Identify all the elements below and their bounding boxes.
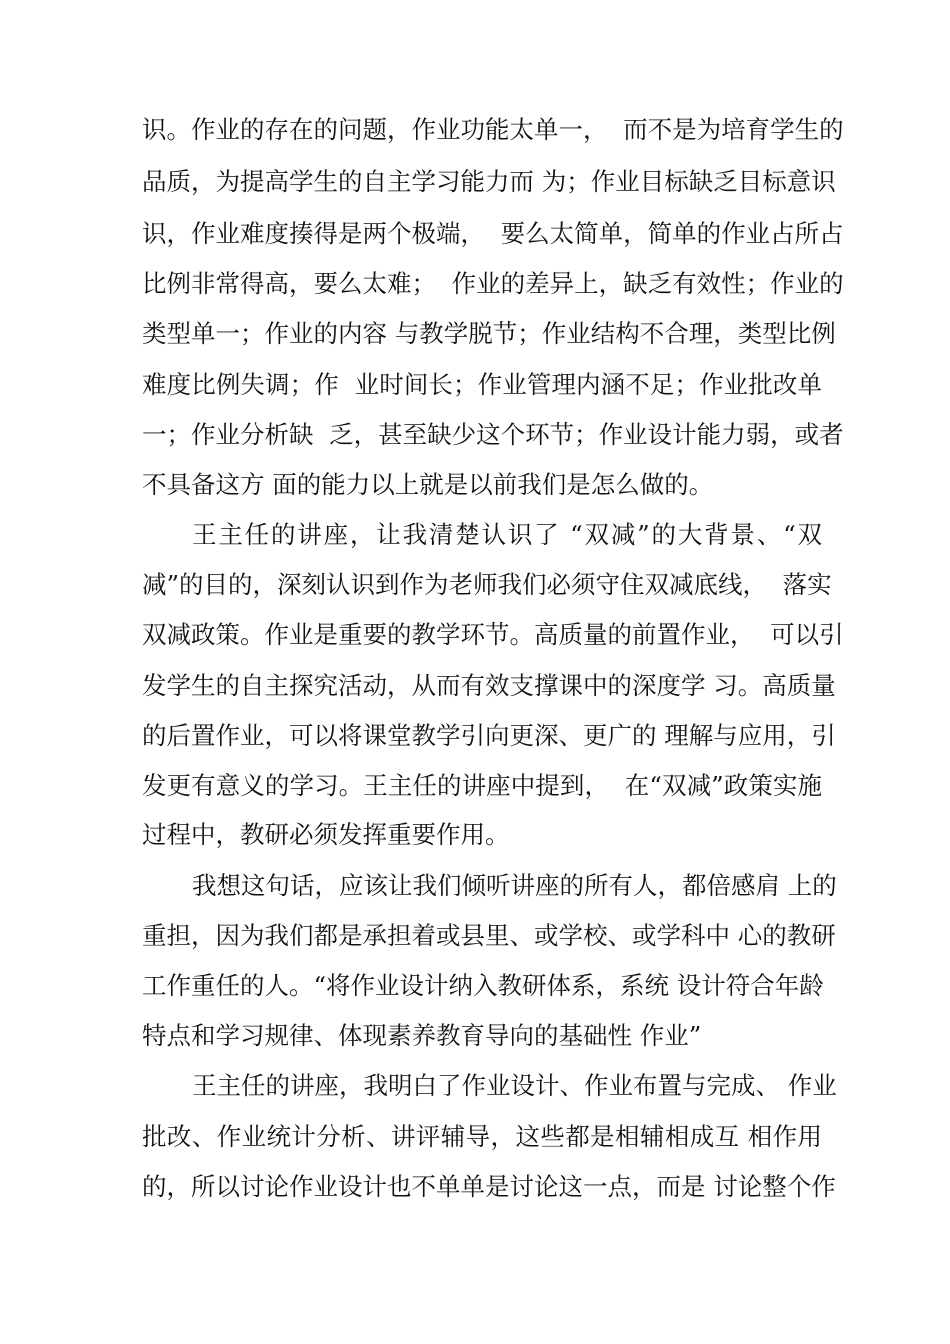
- paragraph-1-line-1: 识。作业的存在的问题，作业功能太单一， 而不是为培育学生的: [142, 115, 844, 144]
- paragraph-2-line-4: 发学生的自主探究活动，从而有效支撑课中的深度学 习。高质量: [142, 671, 836, 700]
- paragraph-1-line-8: 不具备这方 面的能力以上就是以前我们是怎么做的。: [142, 470, 714, 499]
- paragraph-4-line-2: 批改、作业统计分析、讲评辅导，这些都是相辅相成互 相作用: [142, 1122, 822, 1151]
- paragraph-2-line-5: 的后置作业，可以将课堂教学引向更深、更广的 理解与应用，引: [142, 721, 836, 750]
- paragraph-2-line-7: 过程中，教研必须发挥重要作用。: [142, 820, 510, 849]
- paragraph-2-line-3: 双减政策。作业是重要的教学环节。高质量的前置作业， 可以引: [142, 620, 844, 649]
- paragraph-1-line-3: 识，作业难度揍得是两个极端， 要么太简单，简单的作业占所占: [142, 219, 844, 248]
- paragraph-2-line-2: 减”的目的，深刻认识到作为老师我们必须守住双减底线， 落实: [142, 570, 832, 599]
- paragraph-3-line-3: 工作重任的人。“将作业设计纳入教研体系，系统 设计符合年龄: [142, 971, 824, 1000]
- paragraph-2-line-1: 王主任的讲座，让我清楚认识了 “双减”的大背景、“双: [192, 520, 822, 549]
- paragraph-1-line-2: 品质，为提高学生的自主学习能力而 为；作业目标缺乏目标意识: [142, 167, 836, 196]
- paragraph-3-line-2: 重担，因为我们都是承担着或县里、或学校、或学科中 心的教研: [142, 921, 836, 950]
- paragraph-3-line-1: 我想这句话，应该让我们倾听讲座的所有人，都倍感肩 上的: [192, 871, 837, 900]
- paragraph-3-line-4: 特点和学习规律、体现素养教育导向的基础性 作业”: [142, 1021, 702, 1050]
- paragraph-2-line-6: 发更有意义的学习。王主任的讲座中提到， 在“双减”政策实施: [142, 771, 822, 800]
- paragraph-1-line-6: 难度比例失调；作 业时间长；作业管理内涵不足；作业批改单: [142, 370, 822, 399]
- paragraph-4-line-1: 王主任的讲座，我明白了作业设计、作业布置与完成、 作业: [192, 1071, 837, 1100]
- paragraph-4-line-3: 的，所以讨论作业设计也不单单是讨论这一点，而是 讨论整个作: [142, 1172, 836, 1201]
- paragraph-1-line-7: 一；作业分析缺 乏，甚至缺少这个环节；作业设计能力弱，或者: [142, 420, 844, 449]
- paragraph-1-line-5: 类型单一；作业的内容 与教学脱节；作业结构不合理，类型比例: [142, 319, 836, 348]
- paragraph-1-line-4: 比例非常得高，要么太难； 作业的差异上，缺乏有效性；作业的: [142, 269, 844, 298]
